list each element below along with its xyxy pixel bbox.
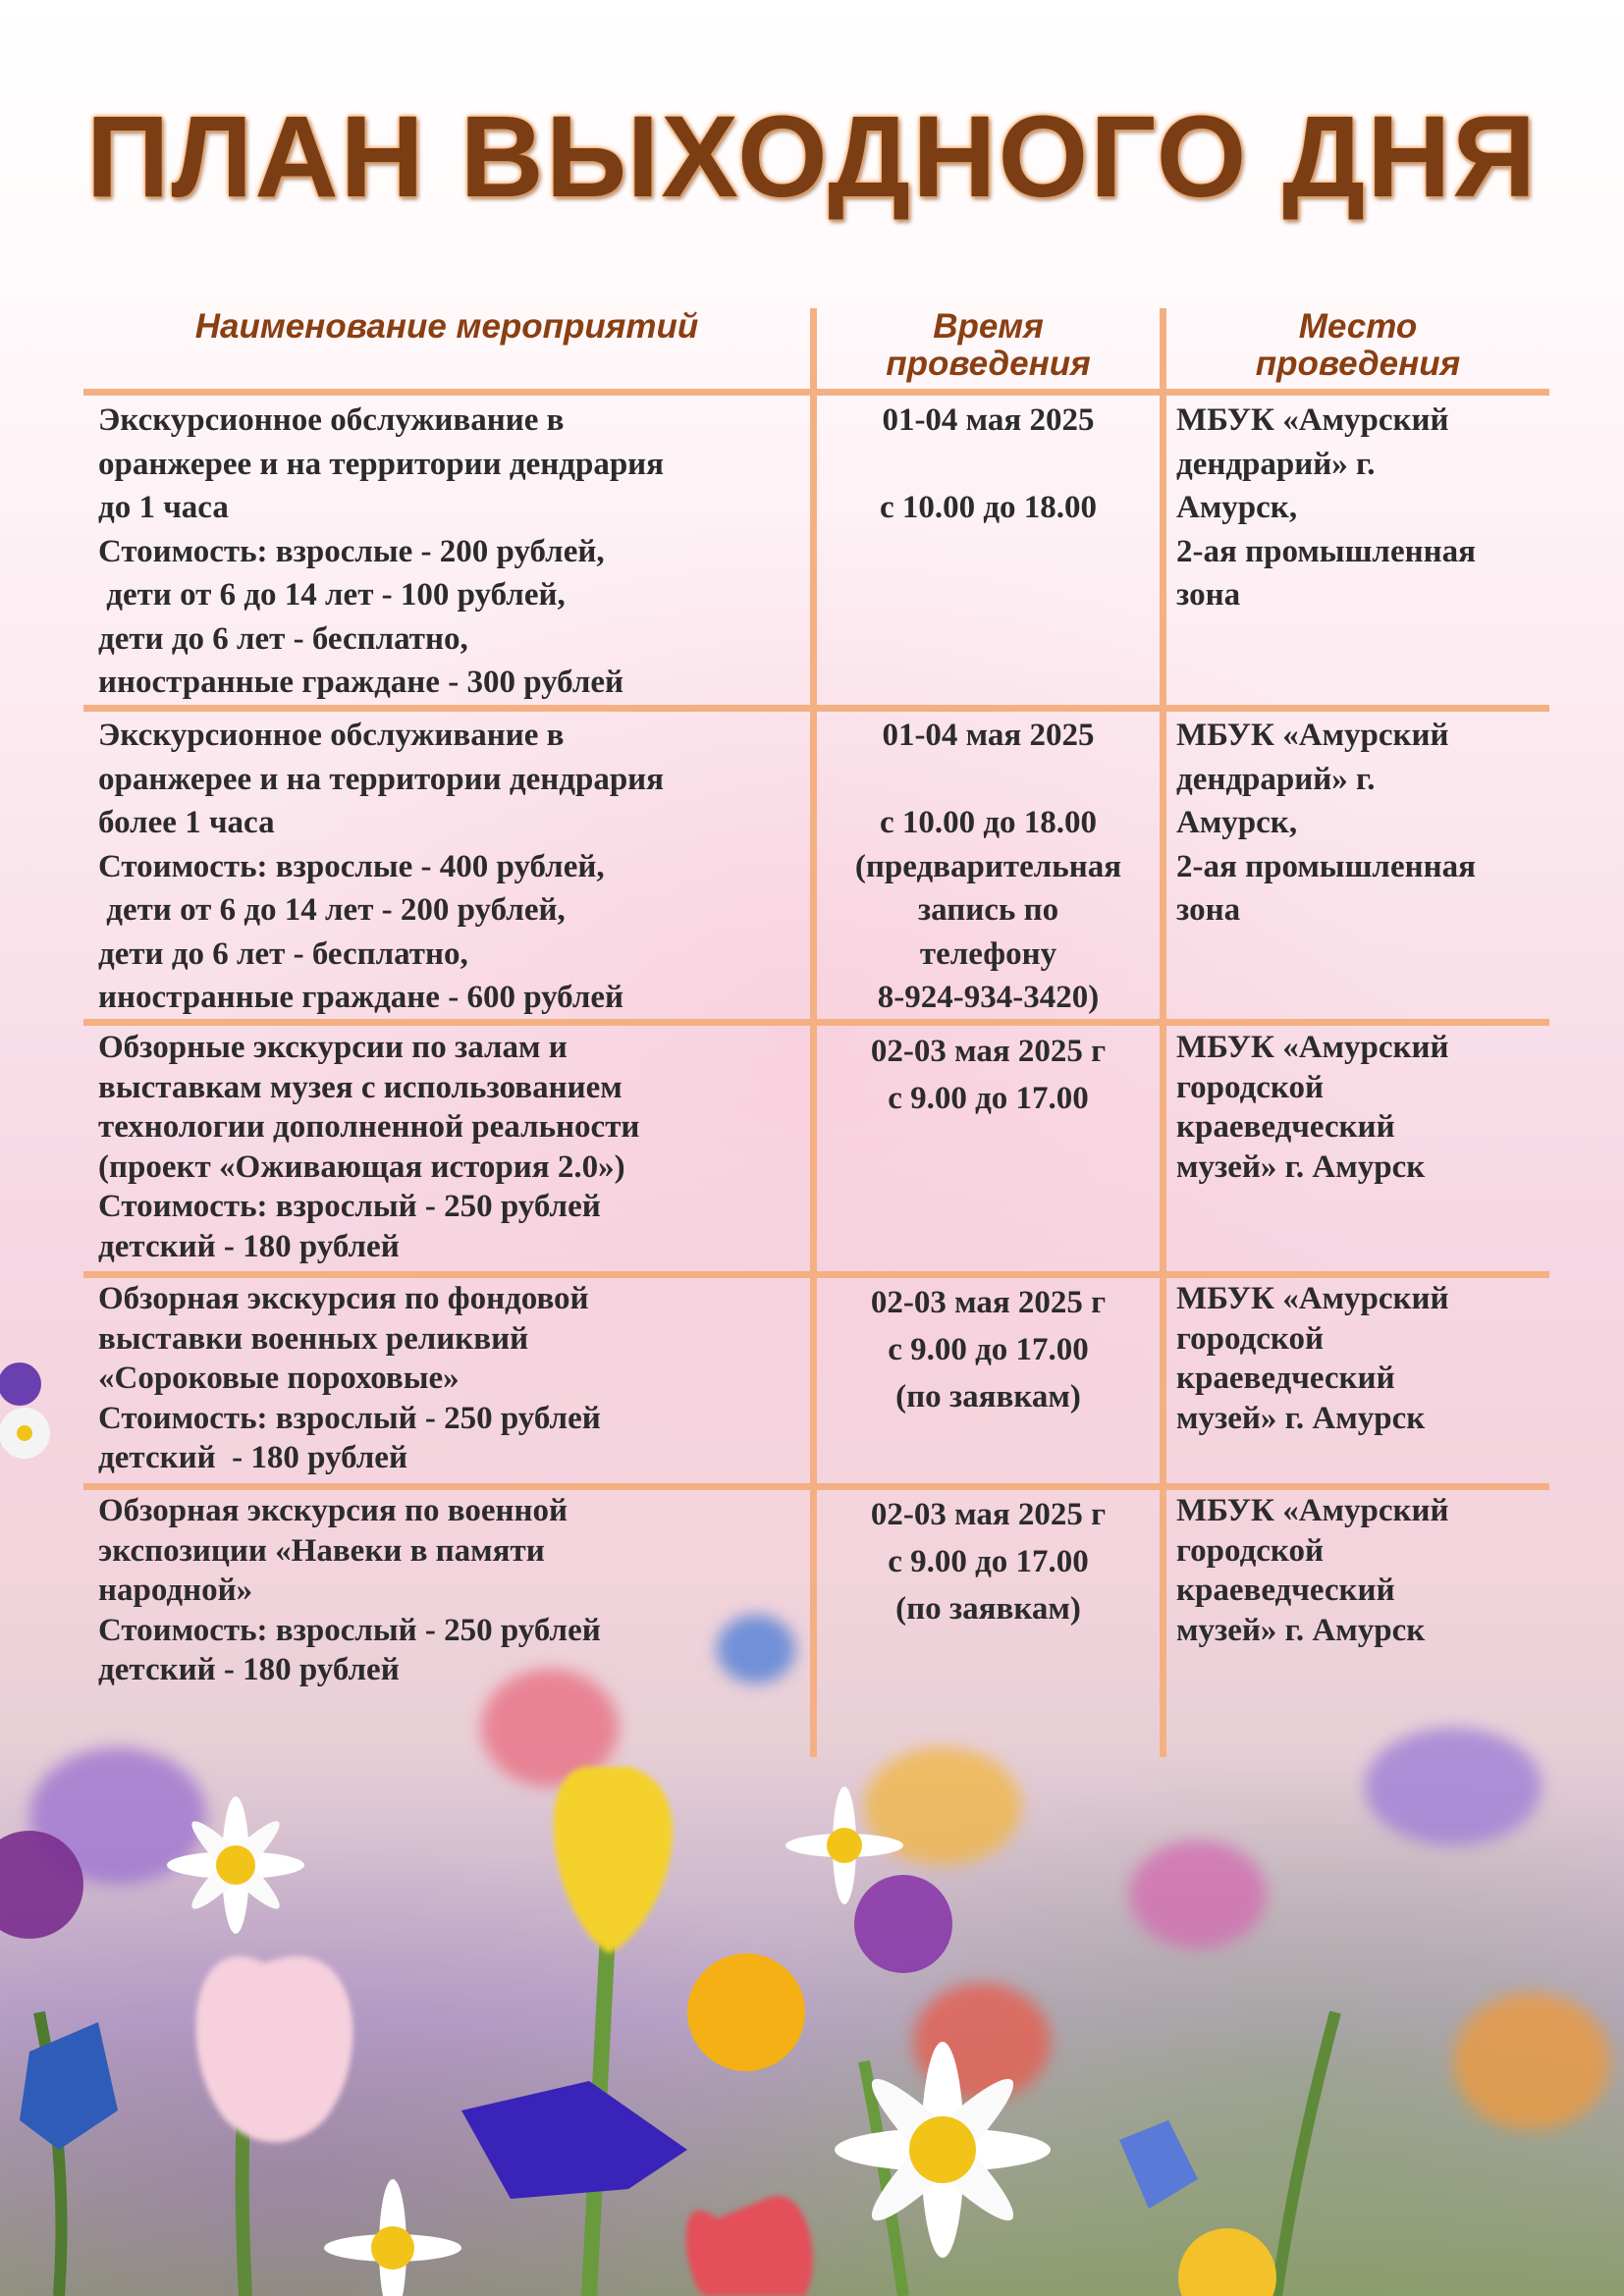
row-4-name-line: детский - 180 рублей [98,1440,407,1475]
row-5-time [817,1491,1160,1632]
row-divider-3 [83,1271,1549,1278]
row-5-time-line: (по заявкам) [895,1591,1081,1627]
row-4-place-line: краеведческий [1176,1361,1395,1396]
row-2-time-line: с 10.00 до 18.00 [879,805,1098,840]
row-2-name-line: Экскурсионное обслуживание в [98,718,565,753]
row-1-name-line: дети от 6 до 14 лет - 100 рублей, [98,577,566,613]
row-3-place-line: краеведческий [1176,1109,1395,1145]
row-1-name [98,399,805,705]
row-3-place-line: городской [1176,1069,1324,1105]
row-5-name-line: детский - 180 рублей [98,1652,400,1687]
row-2-name-line: дети от 6 до 14 лет - 200 рублей, [98,892,566,928]
row-1-time-line: с 10.00 до 18.00 [879,490,1098,525]
row-3-name-line: Обзорные экскурсии по залам и [98,1030,568,1065]
row-3-time-line: с 9.00 до 17.00 [888,1081,1089,1116]
header-time-line-2: проведения [886,345,1091,383]
row-5-name-line: Стоимость: взрослый - 250 рублей [98,1612,601,1648]
row-2-name-line: оранжерее и на территории дендрария [98,761,665,797]
row-1-place-line: зона [1176,577,1241,613]
row-2-name-line: дети до 6 лет - бесплатно, [98,935,468,972]
row-5-place-line: МБУК «Амурский [1176,1493,1449,1528]
row-2-time-line: 01-04 мая 2025 [882,718,1095,753]
row-2-time-line [817,758,1160,802]
page-title: ПЛАН ВЫХОДНОГО ДНЯ [85,92,1539,222]
row-3-name-line: технологии дополненной реальности [98,1109,640,1145]
row-3-time [817,1028,1160,1122]
row-3-name-line: детский - 180 рублей [98,1228,400,1264]
row-5-place-line: краеведческий [1176,1573,1395,1608]
row-2-name [98,714,805,1020]
header-time [817,308,1160,383]
row-1-name-line: дети до 6 лет - бесплатно, [98,620,468,657]
row-2-time-line: (предварительная [854,848,1122,884]
row-4-place-line: МБУК «Амурский [1176,1281,1449,1316]
row-2-time-line: запись по [917,892,1059,928]
row-5-name-line: народной» [98,1573,253,1608]
row-5-name-line: Обзорная экскурсия по военной [98,1493,568,1528]
row-1-name-line: до 1 часа [98,490,229,525]
row-3-place [1176,1028,1549,1187]
row-5-place [1176,1491,1549,1650]
row-5-time-line: 02-03 мая 2025 г [870,1497,1107,1532]
row-4-time-line: 02-03 мая 2025 г [870,1285,1107,1320]
row-divider-2 [83,1019,1549,1026]
row-4-place-line: городской [1176,1320,1324,1357]
row-1-name-line: Стоимость: взрослые - 200 рублей, [98,533,605,569]
row-4-name-line: выставки военных реликвий [98,1320,529,1357]
row-1-time [817,399,1160,530]
row-3-name-line: (проект «Оживающая история 2.0») [98,1148,625,1185]
row-2-place-line: 2-ая промышленная [1176,848,1476,884]
row-2-time-line: 8-924-934-3420) [877,980,1100,1015]
column-divider-2 [1160,308,1166,1757]
row-5-name [98,1491,805,1690]
row-3-name-line: выставкам музея с использованием [98,1069,623,1105]
row-1-name-line: оранжерее и на территории дендрария [98,446,665,482]
row-3-place-line: музей» г. Амурск [1176,1148,1426,1185]
row-1-place-line: 2-ая промышленная [1176,533,1476,569]
column-divider-1 [810,308,817,1757]
row-4-name-line: Стоимость: взрослый - 250 рублей [98,1400,601,1436]
row-divider-header [83,389,1549,396]
row-1-place-line: МБУК «Амурский [1176,402,1449,438]
row-3-name-line: Стоимость: взрослый - 250 рублей [98,1189,601,1224]
header-place-line-2: проведения [1255,345,1461,383]
row-1-place-line: Амурск, [1176,490,1298,525]
row-5-time-line: с 9.00 до 17.00 [888,1544,1089,1579]
row-2-place-line: МБУК «Амурский [1176,718,1449,753]
row-4-time-line: с 9.00 до 17.00 [888,1332,1089,1367]
row-4-time-line: (по заявкам) [895,1379,1081,1415]
row-4-place [1176,1279,1549,1438]
row-3-time-line: 02-03 мая 2025 г [870,1034,1107,1069]
header-name [83,308,810,346]
row-2-place-line: зона [1176,892,1241,928]
header-name-label: Наименование мероприятий [194,307,699,346]
row-5-name-line: экспозиции «Навеки в памяти [98,1532,545,1569]
row-1-name-line: Экскурсионное обслуживание в [98,402,565,438]
row-2-name-line: иностранные граждане - 600 рублей [98,980,624,1015]
row-4-name-line: «Сороковые пороховые» [98,1361,460,1396]
row-1-name-line: иностранные граждане - 300 рублей [98,665,624,700]
row-1-time-line: 01-04 мая 2025 [882,402,1095,438]
row-2-place [1176,714,1549,933]
row-1-place-line: дендрарий» г. [1176,446,1376,482]
row-5-place-line: городской [1176,1532,1324,1569]
header-place-line-1: Место [1298,307,1418,346]
row-2-name-line: более 1 часа [98,805,275,840]
row-divider-4 [83,1483,1549,1490]
row-4-place-line: музей» г. Амурск [1176,1400,1426,1436]
row-2-time [817,714,1160,1020]
row-2-place-line: дендрарий» г. [1176,761,1376,797]
row-1-place [1176,399,1549,617]
row-2-name-line: Стоимость: взрослые - 400 рублей, [98,848,605,884]
row-3-name [98,1028,805,1266]
row-4-name-line: Обзорная экскурсия по фондовой [98,1281,589,1316]
row-5-place-line: музей» г. Амурск [1176,1612,1426,1648]
row-3-place-line: МБУК «Амурский [1176,1030,1449,1065]
row-2-time-line: телефону [919,935,1057,972]
header-place [1166,308,1549,383]
row-1-time-line [817,443,1160,487]
row-4-name [98,1279,805,1478]
row-4-time [817,1279,1160,1420]
row-divider-1 [83,705,1549,712]
header-time-line-1: Время [933,307,1044,346]
row-2-place-line: Амурск, [1176,805,1298,840]
